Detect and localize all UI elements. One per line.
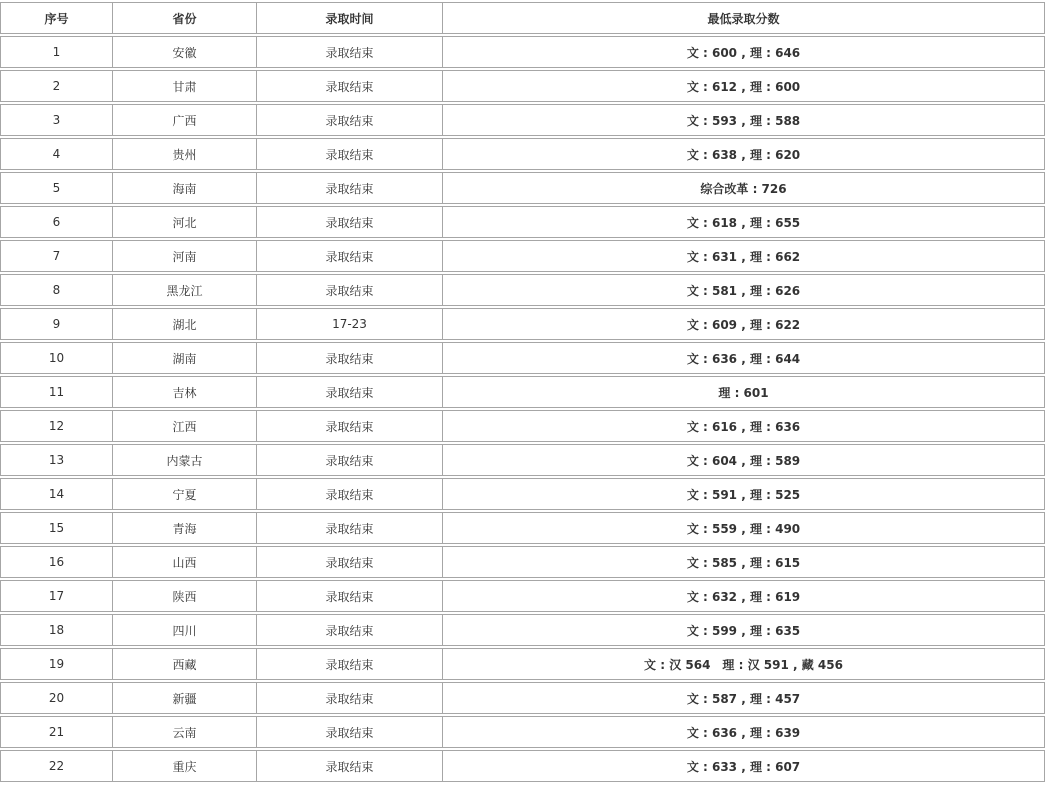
cell-admission-time: 录取结束 bbox=[257, 274, 443, 306]
cell-province: 贵州 bbox=[113, 138, 257, 170]
cell-index: 15 bbox=[0, 512, 113, 544]
table-row bbox=[0, 172, 1045, 204]
cell-index: 14 bbox=[0, 478, 113, 510]
cell-min-score: 文 : 636 , 理 : 644 bbox=[443, 342, 1045, 374]
cell-index: 5 bbox=[0, 172, 113, 204]
table-row bbox=[0, 478, 1045, 510]
cell-min-score: 文 : 632 , 理 : 619 bbox=[443, 580, 1045, 612]
cell-min-score: 文 : 618 , 理 : 655 bbox=[443, 206, 1045, 238]
cell-min-score: 文 : 638 , 理 : 620 bbox=[443, 138, 1045, 170]
cell-min-score: 文 : 631 , 理 : 662 bbox=[443, 240, 1045, 272]
cell-province: 江西 bbox=[113, 410, 257, 442]
cell-min-score: 文 : 636 , 理 : 639 bbox=[443, 716, 1045, 748]
cell-province: 宁夏 bbox=[113, 478, 257, 510]
cell-index: 19 bbox=[0, 648, 113, 680]
cell-admission-time: 录取结束 bbox=[257, 240, 443, 272]
cell-province: 四川 bbox=[113, 614, 257, 646]
cell-index: 1 bbox=[0, 36, 113, 68]
cell-province: 重庆 bbox=[113, 750, 257, 782]
cell-index: 12 bbox=[0, 410, 113, 442]
cell-admission-time: 录取结束 bbox=[257, 172, 443, 204]
cell-province: 海南 bbox=[113, 172, 257, 204]
cell-index: 11 bbox=[0, 376, 113, 408]
cell-index: 20 bbox=[0, 682, 113, 714]
table-row bbox=[0, 648, 1045, 680]
cell-index: 17 bbox=[0, 580, 113, 612]
cell-index: 22 bbox=[0, 750, 113, 782]
cell-index: 2 bbox=[0, 70, 113, 102]
cell-admission-time: 录取结束 bbox=[257, 342, 443, 374]
column-header-index: 序号 bbox=[0, 2, 113, 34]
cell-admission-time: 录取结束 bbox=[257, 648, 443, 680]
cell-min-score: 文 : 591 , 理 : 525 bbox=[443, 478, 1045, 510]
table-row bbox=[0, 240, 1045, 272]
cell-min-score: 文 : 581 , 理 : 626 bbox=[443, 274, 1045, 306]
table-header-row bbox=[0, 2, 1045, 34]
cell-province: 黑龙江 bbox=[113, 274, 257, 306]
cell-index: 13 bbox=[0, 444, 113, 476]
cell-admission-time: 录取结束 bbox=[257, 376, 443, 408]
cell-admission-time: 录取结束 bbox=[257, 444, 443, 476]
cell-min-score: 综合改革 : 726 bbox=[443, 172, 1045, 204]
cell-index: 9 bbox=[0, 308, 113, 340]
cell-index: 6 bbox=[0, 206, 113, 238]
cell-index: 21 bbox=[0, 716, 113, 748]
table-row bbox=[0, 444, 1045, 476]
cell-admission-time: 录取结束 bbox=[257, 682, 443, 714]
table-row bbox=[0, 376, 1045, 408]
cell-min-score: 文 : 604 , 理 : 589 bbox=[443, 444, 1045, 476]
cell-admission-time: 录取结束 bbox=[257, 410, 443, 442]
cell-index: 16 bbox=[0, 546, 113, 578]
table-row bbox=[0, 36, 1045, 68]
column-header-province: 省份 bbox=[113, 2, 257, 34]
cell-province: 广西 bbox=[113, 104, 257, 136]
cell-min-score: 文 : 609 , 理 : 622 bbox=[443, 308, 1045, 340]
cell-province: 新疆 bbox=[113, 682, 257, 714]
cell-min-score: 文 : 599 , 理 : 635 bbox=[443, 614, 1045, 646]
table-row bbox=[0, 342, 1045, 374]
cell-index: 3 bbox=[0, 104, 113, 136]
cell-province: 甘肃 bbox=[113, 70, 257, 102]
table-row bbox=[0, 206, 1045, 238]
cell-min-score: 文 : 633 , 理 : 607 bbox=[443, 750, 1045, 782]
cell-admission-time: 17-23 bbox=[257, 308, 443, 340]
cell-province: 云南 bbox=[113, 716, 257, 748]
cell-min-score: 文 : 559 , 理 : 490 bbox=[443, 512, 1045, 544]
cell-province: 河南 bbox=[113, 240, 257, 272]
cell-province: 河北 bbox=[113, 206, 257, 238]
table-row bbox=[0, 580, 1045, 612]
cell-min-score: 文 : 600 , 理 : 646 bbox=[443, 36, 1045, 68]
cell-province: 湖北 bbox=[113, 308, 257, 340]
cell-admission-time: 录取结束 bbox=[257, 580, 443, 612]
table-row bbox=[0, 104, 1045, 136]
cell-admission-time: 录取结束 bbox=[257, 104, 443, 136]
cell-admission-time: 录取结束 bbox=[257, 716, 443, 748]
cell-index: 4 bbox=[0, 138, 113, 170]
cell-admission-time: 录取结束 bbox=[257, 512, 443, 544]
table-row bbox=[0, 716, 1045, 748]
cell-min-score: 文 : 593 , 理 : 588 bbox=[443, 104, 1045, 136]
cell-min-score: 文 : 587 , 理 : 457 bbox=[443, 682, 1045, 714]
cell-min-score: 文 : 585 , 理 : 615 bbox=[443, 546, 1045, 578]
column-header-admission-time: 录取时间 bbox=[257, 2, 443, 34]
table-row bbox=[0, 546, 1045, 578]
cell-admission-time: 录取结束 bbox=[257, 36, 443, 68]
cell-min-score: 文 : 汉 564 理 : 汉 591 , 藏 456 bbox=[443, 648, 1045, 680]
cell-admission-time: 录取结束 bbox=[257, 546, 443, 578]
cell-province: 湖南 bbox=[113, 342, 257, 374]
cell-index: 18 bbox=[0, 614, 113, 646]
table-row bbox=[0, 308, 1045, 340]
table-row bbox=[0, 138, 1045, 170]
table-row bbox=[0, 70, 1045, 102]
cell-min-score: 文 : 616 , 理 : 636 bbox=[443, 410, 1045, 442]
cell-index: 10 bbox=[0, 342, 113, 374]
cell-index: 7 bbox=[0, 240, 113, 272]
column-header-min-score: 最低录取分数 bbox=[443, 2, 1045, 34]
cell-province: 西藏 bbox=[113, 648, 257, 680]
cell-admission-time: 录取结束 bbox=[257, 70, 443, 102]
cell-admission-time: 录取结束 bbox=[257, 478, 443, 510]
cell-admission-time: 录取结束 bbox=[257, 138, 443, 170]
cell-admission-time: 录取结束 bbox=[257, 206, 443, 238]
table-body bbox=[0, 36, 1045, 782]
table-row bbox=[0, 410, 1045, 442]
table-row bbox=[0, 614, 1045, 646]
cell-admission-time: 录取结束 bbox=[257, 750, 443, 782]
cell-province: 陕西 bbox=[113, 580, 257, 612]
table-row bbox=[0, 274, 1045, 306]
table-row bbox=[0, 512, 1045, 544]
cell-province: 内蒙古 bbox=[113, 444, 257, 476]
cell-province: 青海 bbox=[113, 512, 257, 544]
table-row bbox=[0, 750, 1045, 782]
cell-admission-time: 录取结束 bbox=[257, 614, 443, 646]
table-row bbox=[0, 682, 1045, 714]
cell-min-score: 理 : 601 bbox=[443, 376, 1045, 408]
cell-province: 山西 bbox=[113, 546, 257, 578]
cell-province: 吉林 bbox=[113, 376, 257, 408]
cell-min-score: 文 : 612 , 理 : 600 bbox=[443, 70, 1045, 102]
cell-index: 8 bbox=[0, 274, 113, 306]
cell-province: 安徽 bbox=[113, 36, 257, 68]
